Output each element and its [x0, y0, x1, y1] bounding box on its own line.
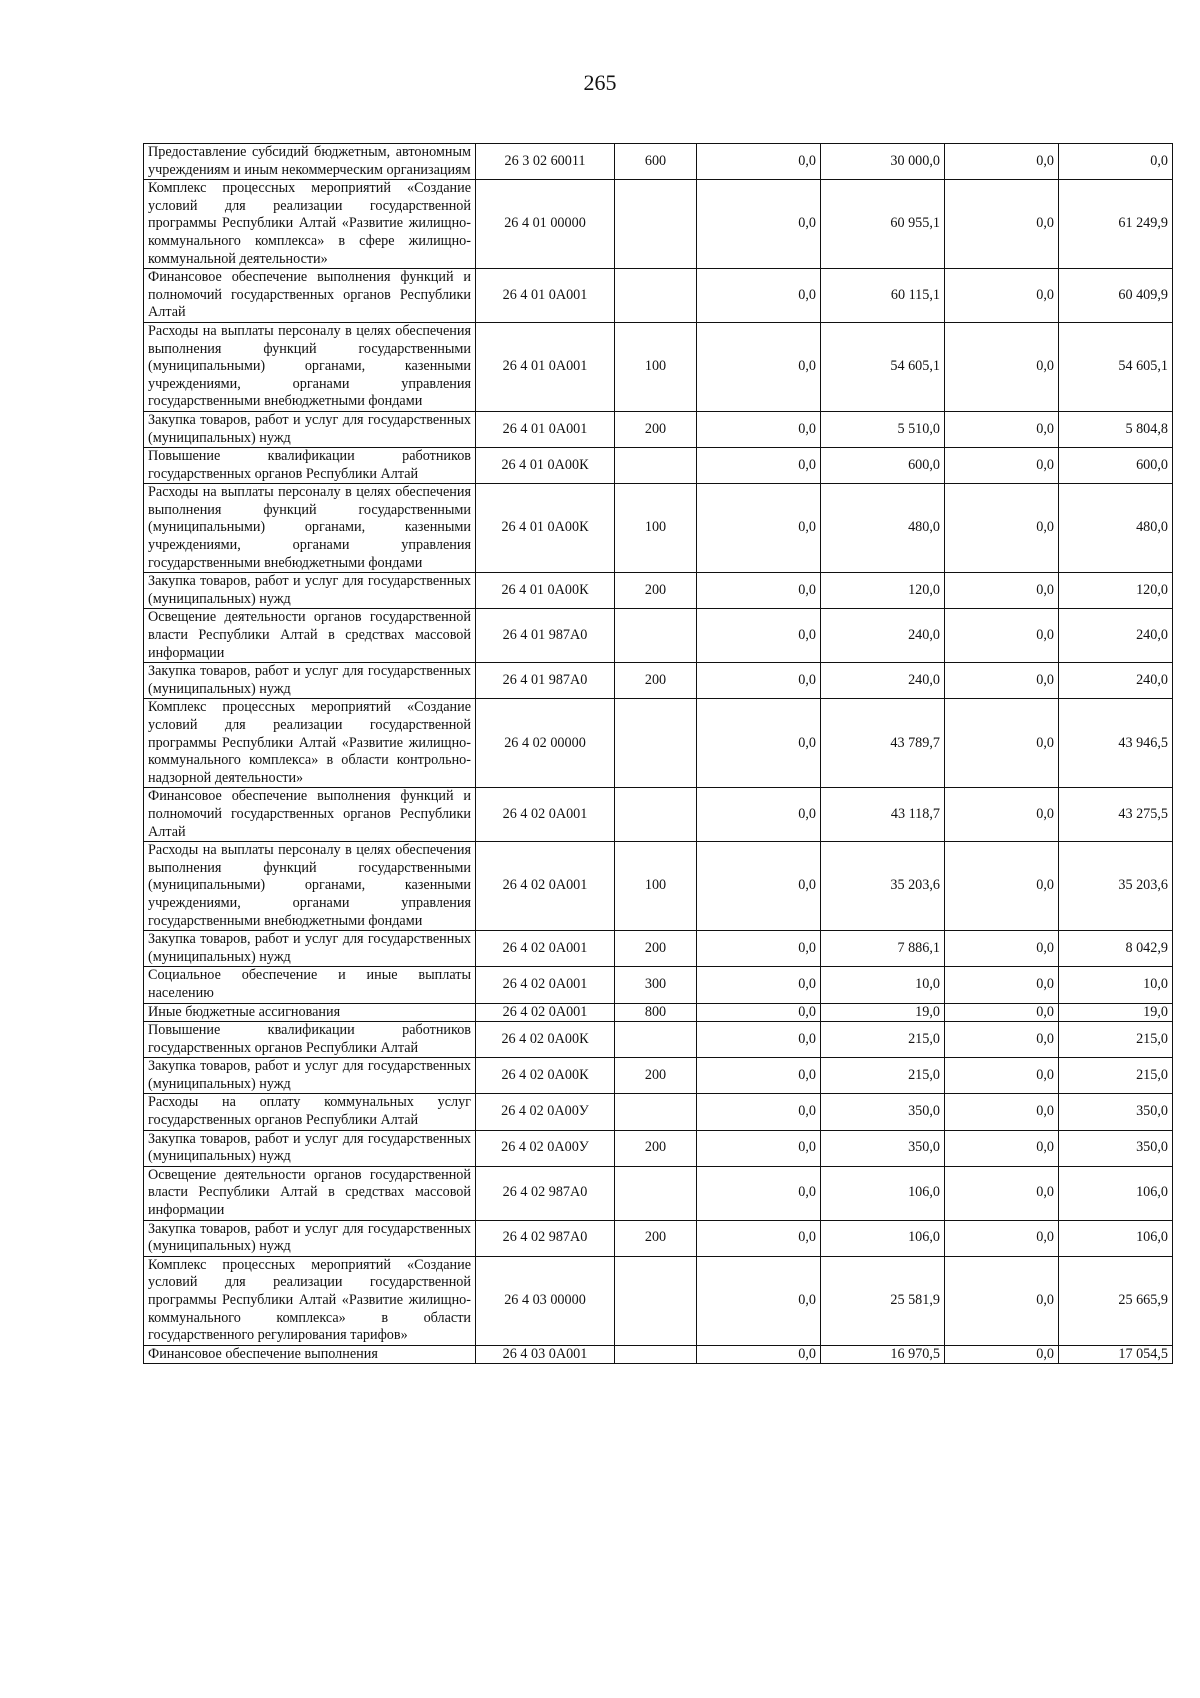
row-value-3: 0,0 [945, 967, 1059, 1003]
row-value-2: 10,0 [821, 967, 945, 1003]
row-value-1: 0,0 [697, 1166, 821, 1220]
row-value-2: 120,0 [821, 573, 945, 609]
row-code: 26 4 02 0А001 [476, 788, 615, 842]
row-value-2: 60 115,1 [821, 269, 945, 323]
row-value-2: 60 955,1 [821, 180, 945, 269]
row-value-1: 0,0 [697, 180, 821, 269]
row-description: Комплекс процессных мероприятий «Создание условий для реализации государственной программы Республики Алтай «Развитие жилищно-коммунального комплекса» в сфере жилищно-коммунальной деятельности» [144, 180, 476, 269]
table-row [144, 1022, 1173, 1058]
row-value-1: 0,0 [697, 411, 821, 447]
row-value-3: 0,0 [945, 411, 1059, 447]
row-expense-type: 200 [615, 663, 697, 699]
row-description: Иные бюджетные ассигнования [144, 1003, 476, 1022]
row-value-3: 0,0 [945, 448, 1059, 484]
table-row [144, 411, 1173, 447]
row-value-2: 106,0 [821, 1166, 945, 1220]
row-code: 26 4 01 0А001 [476, 269, 615, 323]
row-value-2: 7 886,1 [821, 931, 945, 967]
row-value-3: 0,0 [945, 788, 1059, 842]
row-value-4: 60 409,9 [1059, 269, 1173, 323]
row-value-4: 5 804,8 [1059, 411, 1173, 447]
row-expense-type [615, 1022, 697, 1058]
row-value-4: 120,0 [1059, 573, 1173, 609]
row-description: Расходы на выплаты персоналу в целях обеспечения выполнения функций государственными (муниципальными) органами, казенными учреждениями, органами управления государственными внебюджетными фондами [144, 322, 476, 411]
row-value-2: 35 203,6 [821, 842, 945, 931]
table-row [144, 180, 1173, 269]
row-expense-type: 200 [615, 573, 697, 609]
row-value-1: 0,0 [697, 1345, 821, 1364]
row-value-1: 0,0 [697, 1003, 821, 1022]
row-code: 26 4 01 0А001 [476, 411, 615, 447]
row-value-4: 35 203,6 [1059, 842, 1173, 931]
row-value-3: 0,0 [945, 144, 1059, 180]
row-description: Финансовое обеспечение выполнения функций и полномочий государственных органов Республики Алтай [144, 788, 476, 842]
row-value-4: 350,0 [1059, 1094, 1173, 1130]
row-expense-type [615, 180, 697, 269]
row-value-3: 0,0 [945, 1022, 1059, 1058]
row-value-2: 25 581,9 [821, 1256, 945, 1345]
row-value-1: 0,0 [697, 448, 821, 484]
row-description: Комплекс процессных мероприятий «Создание условий для реализации государственной программы Республики Алтай «Развитие жилищно-коммунального комплекса» в области контрольно-надзорной деятельности» [144, 699, 476, 788]
table-row [144, 269, 1173, 323]
row-description: Расходы на оплату коммунальных услуг государственных органов Республики Алтай [144, 1094, 476, 1130]
row-expense-type [615, 788, 697, 842]
row-description: Финансовое обеспечение выполнения [144, 1345, 476, 1364]
row-code: 26 4 02 987А0 [476, 1220, 615, 1256]
row-code: 26 4 01 987А0 [476, 663, 615, 699]
row-expense-type [615, 699, 697, 788]
row-code: 26 4 03 00000 [476, 1256, 615, 1345]
row-value-1: 0,0 [697, 1256, 821, 1345]
row-code: 26 4 01 00000 [476, 180, 615, 269]
row-value-2: 54 605,1 [821, 322, 945, 411]
row-value-4: 350,0 [1059, 1130, 1173, 1166]
table-row [144, 322, 1173, 411]
table-row [144, 1166, 1173, 1220]
row-code: 26 4 02 0А001 [476, 1003, 615, 1022]
row-value-1: 0,0 [697, 322, 821, 411]
row-description: Социальное обеспечение и иные выплаты населению [144, 967, 476, 1003]
table-row [144, 1256, 1173, 1345]
table-row [144, 842, 1173, 931]
row-expense-type: 200 [615, 1058, 697, 1094]
row-value-2: 215,0 [821, 1022, 945, 1058]
row-value-3: 0,0 [945, 573, 1059, 609]
row-expense-type: 200 [615, 1130, 697, 1166]
row-expense-type [615, 1166, 697, 1220]
row-expense-type [615, 609, 697, 663]
row-code: 26 4 01 0А001 [476, 322, 615, 411]
row-value-1: 0,0 [697, 484, 821, 573]
row-description: Закупка товаров, работ и услуг для государственных (муниципальных) нужд [144, 931, 476, 967]
table-row [144, 788, 1173, 842]
row-description: Расходы на выплаты персоналу в целях обеспечения выполнения функций государственными (муниципальными) органами, казенными учреждениями, органами управления государственными внебюджетными фондами [144, 484, 476, 573]
row-code: 26 4 01 0А00К [476, 448, 615, 484]
row-description: Повышение квалификации работников государственных органов Республики Алтай [144, 448, 476, 484]
row-description: Закупка товаров, работ и услуг для государственных (муниципальных) нужд [144, 573, 476, 609]
table-row [144, 1130, 1173, 1166]
row-value-3: 0,0 [945, 1220, 1059, 1256]
row-value-3: 0,0 [945, 931, 1059, 967]
row-description: Закупка товаров, работ и услуг для государственных (муниципальных) нужд [144, 411, 476, 447]
page-number: 265 [583, 70, 617, 95]
row-description: Закупка товаров, работ и услуг для государственных (муниципальных) нужд [144, 663, 476, 699]
row-description: Закупка товаров, работ и услуг для государственных (муниципальных) нужд [144, 1130, 476, 1166]
row-value-1: 0,0 [697, 1130, 821, 1166]
table-row [144, 1220, 1173, 1256]
table-row [144, 448, 1173, 484]
table-row [144, 573, 1173, 609]
row-code: 26 4 02 0А001 [476, 931, 615, 967]
row-expense-type: 800 [615, 1003, 697, 1022]
row-value-4: 480,0 [1059, 484, 1173, 573]
row-value-2: 215,0 [821, 1058, 945, 1094]
row-expense-type [615, 1094, 697, 1130]
table-row [144, 931, 1173, 967]
row-expense-type: 600 [615, 144, 697, 180]
table-row [144, 1345, 1173, 1364]
row-value-4: 8 042,9 [1059, 931, 1173, 967]
row-value-1: 0,0 [697, 1220, 821, 1256]
row-value-2: 600,0 [821, 448, 945, 484]
row-value-3: 0,0 [945, 322, 1059, 411]
row-value-3: 0,0 [945, 180, 1059, 269]
row-value-2: 240,0 [821, 609, 945, 663]
row-code: 26 3 02 60011 [476, 144, 615, 180]
row-description: Расходы на выплаты персоналу в целях обеспечения выполнения функций государственными (муниципальными) органами, казенными учреждениями, органами управления государственными внебюджетными фондами [144, 842, 476, 931]
row-value-4: 0,0 [1059, 144, 1173, 180]
row-code: 26 4 01 0А00К [476, 573, 615, 609]
row-value-2: 43 789,7 [821, 699, 945, 788]
table-body [144, 144, 1173, 1364]
row-code: 26 4 02 0А00К [476, 1022, 615, 1058]
row-value-1: 0,0 [697, 967, 821, 1003]
row-value-4: 17 054,5 [1059, 1345, 1173, 1364]
row-value-1: 0,0 [697, 144, 821, 180]
table-row [144, 484, 1173, 573]
row-value-3: 0,0 [945, 1345, 1059, 1364]
row-expense-type: 200 [615, 1220, 697, 1256]
row-value-2: 5 510,0 [821, 411, 945, 447]
row-value-3: 0,0 [945, 1094, 1059, 1130]
row-value-2: 240,0 [821, 663, 945, 699]
row-value-2: 16 970,5 [821, 1345, 945, 1364]
row-value-1: 0,0 [697, 1058, 821, 1094]
table-row [144, 609, 1173, 663]
row-value-2: 19,0 [821, 1003, 945, 1022]
row-value-3: 0,0 [945, 484, 1059, 573]
row-value-4: 43 275,5 [1059, 788, 1173, 842]
table-row [144, 144, 1173, 180]
row-code: 26 4 01 0А00К [476, 484, 615, 573]
row-expense-type: 200 [615, 411, 697, 447]
row-code: 26 4 02 0А001 [476, 967, 615, 1003]
row-value-3: 0,0 [945, 842, 1059, 931]
row-value-4: 215,0 [1059, 1022, 1173, 1058]
row-value-1: 0,0 [697, 663, 821, 699]
row-value-3: 0,0 [945, 1256, 1059, 1345]
row-description: Освещение деятельности органов государственной власти Республики Алтай в средствах массовой информации [144, 1166, 476, 1220]
row-value-3: 0,0 [945, 663, 1059, 699]
row-value-4: 240,0 [1059, 663, 1173, 699]
row-description: Повышение квалификации работников государственных органов Республики Алтай [144, 1022, 476, 1058]
row-code: 26 4 02 987А0 [476, 1166, 615, 1220]
row-value-1: 0,0 [697, 1022, 821, 1058]
row-value-2: 30 000,0 [821, 144, 945, 180]
row-value-1: 0,0 [697, 842, 821, 931]
row-description: Закупка товаров, работ и услуг для государственных (муниципальных) нужд [144, 1058, 476, 1094]
table-row [144, 967, 1173, 1003]
row-value-4: 43 946,5 [1059, 699, 1173, 788]
table-row [144, 663, 1173, 699]
row-description: Комплекс процессных мероприятий «Создание условий для реализации государственной программы Республики Алтай «Развитие жилищно-коммунального комплекса» в области государственного регулирования тарифов» [144, 1256, 476, 1345]
row-value-4: 240,0 [1059, 609, 1173, 663]
row-description: Финансовое обеспечение выполнения функций и полномочий государственных органов Республики Алтай [144, 269, 476, 323]
row-value-2: 350,0 [821, 1130, 945, 1166]
row-code: 26 4 02 00000 [476, 699, 615, 788]
table-row [144, 1058, 1173, 1094]
row-value-4: 10,0 [1059, 967, 1173, 1003]
row-value-1: 0,0 [697, 609, 821, 663]
row-value-3: 0,0 [945, 1003, 1059, 1022]
row-value-4: 19,0 [1059, 1003, 1173, 1022]
row-value-3: 0,0 [945, 699, 1059, 788]
row-value-4: 61 249,9 [1059, 180, 1173, 269]
table-row [144, 1003, 1173, 1022]
row-expense-type: 100 [615, 842, 697, 931]
row-expense-type: 300 [615, 967, 697, 1003]
row-value-2: 480,0 [821, 484, 945, 573]
row-expense-type [615, 269, 697, 323]
row-expense-type [615, 1345, 697, 1364]
row-expense-type [615, 1256, 697, 1345]
row-value-4: 25 665,9 [1059, 1256, 1173, 1345]
row-value-1: 0,0 [697, 699, 821, 788]
row-code: 26 4 02 0А00У [476, 1130, 615, 1166]
row-code: 26 4 03 0А001 [476, 1345, 615, 1364]
budget-table [143, 143, 1173, 1364]
row-value-3: 0,0 [945, 269, 1059, 323]
row-value-3: 0,0 [945, 1058, 1059, 1094]
row-value-4: 600,0 [1059, 448, 1173, 484]
row-value-1: 0,0 [697, 269, 821, 323]
row-value-1: 0,0 [697, 931, 821, 967]
row-value-3: 0,0 [945, 609, 1059, 663]
row-description: Освещение деятельности органов государственной власти Республики Алтай в средствах массовой информации [144, 609, 476, 663]
row-value-1: 0,0 [697, 788, 821, 842]
row-expense-type: 200 [615, 931, 697, 967]
row-value-1: 0,0 [697, 573, 821, 609]
row-value-1: 0,0 [697, 1094, 821, 1130]
row-description: Закупка товаров, работ и услуг для государственных (муниципальных) нужд [144, 1220, 476, 1256]
row-value-2: 43 118,7 [821, 788, 945, 842]
row-expense-type: 100 [615, 322, 697, 411]
row-value-3: 0,0 [945, 1166, 1059, 1220]
row-value-4: 106,0 [1059, 1220, 1173, 1256]
row-value-2: 106,0 [821, 1220, 945, 1256]
row-value-2: 350,0 [821, 1094, 945, 1130]
table-row [144, 1094, 1173, 1130]
row-code: 26 4 02 0А001 [476, 842, 615, 931]
row-expense-type [615, 448, 697, 484]
row-value-4: 215,0 [1059, 1058, 1173, 1094]
row-expense-type: 100 [615, 484, 697, 573]
row-description: Предоставление субсидий бюджетным, автономным учреждениям и иным некоммерческим организациям [144, 144, 476, 180]
row-code: 26 4 01 987А0 [476, 609, 615, 663]
row-value-4: 54 605,1 [1059, 322, 1173, 411]
table-row [144, 699, 1173, 788]
row-code: 26 4 02 0А00К [476, 1058, 615, 1094]
row-value-3: 0,0 [945, 1130, 1059, 1166]
row-code: 26 4 02 0А00У [476, 1094, 615, 1130]
row-value-4: 106,0 [1059, 1166, 1173, 1220]
